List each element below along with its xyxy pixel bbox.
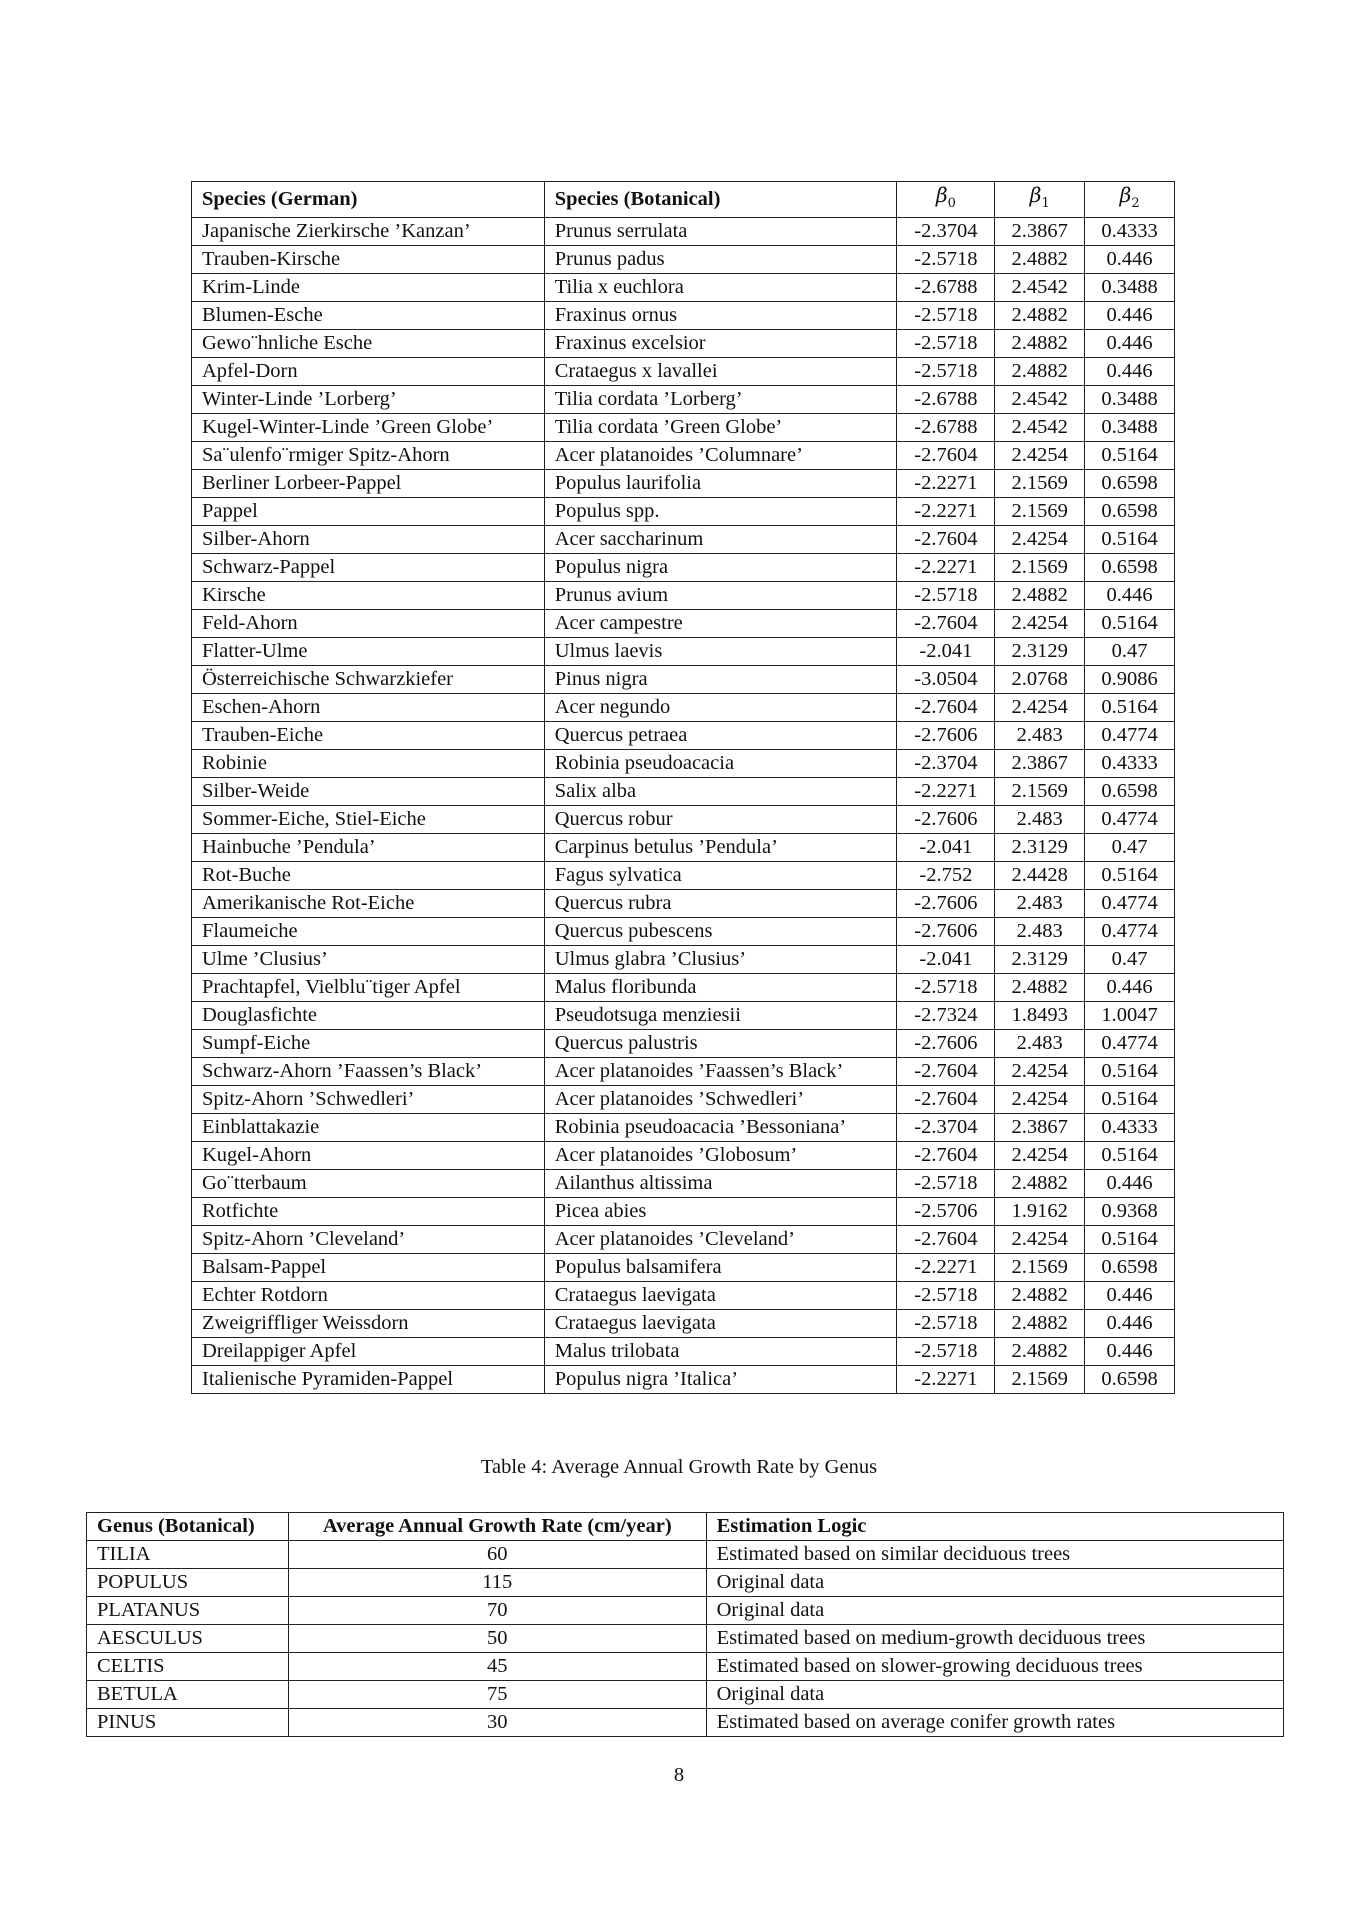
beta-1-cell: 1.8493 [995, 1002, 1085, 1030]
species-botanical-cell: Carpinus betulus ’Pendula’ [544, 834, 897, 862]
table-row [192, 246, 1175, 274]
growth-rate-cell: 75 [288, 1681, 706, 1709]
species-botanical-cell: Acer negundo [544, 694, 897, 722]
species-german-cell: Sommer-Eiche, Stiel-Eiche [192, 806, 545, 834]
species-german-cell: Rot-Buche [192, 862, 545, 890]
species-botanical-cell: Populus nigra [544, 554, 897, 582]
growth-rate-cell: 70 [288, 1597, 706, 1625]
beta-1-cell: 2.1569 [995, 1366, 1085, 1394]
species-botanical-cell: Ulmus glabra ’Clusius’ [544, 946, 897, 974]
beta-2-cell: 0.446 [1085, 330, 1175, 358]
table-row [192, 862, 1175, 890]
species-german-cell: Spitz-Ahorn ’Cleveland’ [192, 1226, 545, 1254]
beta-0-cell: -3.0504 [897, 666, 995, 694]
species-german-cell: Feld-Ahorn [192, 610, 545, 638]
beta-2-cell: 0.446 [1085, 1338, 1175, 1366]
table-row [192, 414, 1175, 442]
species-botanical-cell: Quercus petraea [544, 722, 897, 750]
table-row [192, 582, 1175, 610]
beta-2-cell: 0.446 [1085, 358, 1175, 386]
species-german-cell: Hainbuche ’Pendula’ [192, 834, 545, 862]
species-coefficients-table [191, 181, 1175, 1394]
header-species-botanical: Species (Botanical) [544, 182, 897, 218]
species-german-cell: Trauben-Kirsche [192, 246, 545, 274]
species-german-cell: Dreilappiger Apfel [192, 1338, 545, 1366]
species-botanical-cell: Crataegus x lavallei [544, 358, 897, 386]
species-german-cell: Prachtapfel, Vielblu¨tiger Apfel [192, 974, 545, 1002]
table-row [192, 722, 1175, 750]
beta-1-cell: 2.3867 [995, 750, 1085, 778]
table-row [192, 358, 1175, 386]
beta-2-cell: 0.6598 [1085, 470, 1175, 498]
beta-0-cell: -2.5718 [897, 302, 995, 330]
species-german-cell: Blumen-Esche [192, 302, 545, 330]
table-row [192, 806, 1175, 834]
beta-2-cell: 0.5164 [1085, 1086, 1175, 1114]
species-botanical-cell: Acer platanoides ’Schwedleri’ [544, 1086, 897, 1114]
table-row [192, 946, 1175, 974]
beta-1-cell: 2.483 [995, 890, 1085, 918]
beta-1-cell: 2.4882 [995, 582, 1085, 610]
species-botanical-cell: Quercus pubescens [544, 918, 897, 946]
species-botanical-cell: Quercus robur [544, 806, 897, 834]
beta-2-cell: 0.9086 [1085, 666, 1175, 694]
estimation-logic-cell: Original data [706, 1597, 1283, 1625]
beta-1-cell: 2.4882 [995, 246, 1085, 274]
beta-0-cell: -2.6788 [897, 274, 995, 302]
beta-2-cell: 0.3488 [1085, 386, 1175, 414]
table-row [192, 666, 1175, 694]
beta-1-cell: 2.4254 [995, 1226, 1085, 1254]
header-species-german: Species (German) [192, 182, 545, 218]
beta-1-cell: 2.3867 [995, 1114, 1085, 1142]
beta-1-cell: 2.1569 [995, 1254, 1085, 1282]
estimation-logic-cell: Estimated based on similar deciduous trees [706, 1541, 1283, 1569]
species-table-body [192, 218, 1175, 1394]
genus-cell: POPULUS [87, 1569, 289, 1597]
growth-rate-cell: 115 [288, 1569, 706, 1597]
beta-1-cell: 2.4254 [995, 442, 1085, 470]
beta-2-cell: 0.4774 [1085, 890, 1175, 918]
beta-1-cell: 2.4882 [995, 1170, 1085, 1198]
species-botanical-cell: Salix alba [544, 778, 897, 806]
beta-1-cell: 2.4254 [995, 1142, 1085, 1170]
species-german-cell: Silber-Weide [192, 778, 545, 806]
beta-2-cell: 0.6598 [1085, 778, 1175, 806]
beta-1-cell: 2.4254 [995, 1058, 1085, 1086]
beta-0-cell: -2.5718 [897, 1338, 995, 1366]
table-row [87, 1597, 1284, 1625]
species-botanical-cell: Tilia x euchlora [544, 274, 897, 302]
beta-0-cell: -2.5718 [897, 358, 995, 386]
species-german-cell: Schwarz-Ahorn ’Faassen’s Black’ [192, 1058, 545, 1086]
beta-0-cell: -2.7604 [897, 1142, 995, 1170]
species-botanical-cell: Crataegus laevigata [544, 1282, 897, 1310]
species-botanical-cell: Malus trilobata [544, 1338, 897, 1366]
beta-2-cell: 0.4774 [1085, 918, 1175, 946]
beta-0-cell: -2.041 [897, 834, 995, 862]
beta-2-cell: 0.6598 [1085, 1254, 1175, 1282]
genus-cell: PLATANUS [87, 1597, 289, 1625]
species-german-cell: Robinie [192, 750, 545, 778]
species-german-cell: Apfel-Dorn [192, 358, 545, 386]
beta-2-cell: 0.446 [1085, 1282, 1175, 1310]
growth-rate-cell: 50 [288, 1625, 706, 1653]
beta-1-cell: 2.4254 [995, 694, 1085, 722]
table-row [192, 1002, 1175, 1030]
genus-table-header-row [87, 1513, 1284, 1541]
table-row [192, 890, 1175, 918]
species-botanical-cell: Acer platanoides ’Columnare’ [544, 442, 897, 470]
growth-rate-cell: 60 [288, 1541, 706, 1569]
species-botanical-cell: Populus nigra ’Italica’ [544, 1366, 897, 1394]
species-botanical-cell: Malus floribunda [544, 974, 897, 1002]
header-genus: Genus (Botanical) [87, 1513, 289, 1541]
beta-1-cell: 2.4428 [995, 862, 1085, 890]
beta-1-cell: 2.1569 [995, 778, 1085, 806]
species-german-cell: Pappel [192, 498, 545, 526]
beta-2-cell: 0.446 [1085, 974, 1175, 1002]
beta-2-cell: 0.47 [1085, 946, 1175, 974]
species-german-cell: Rotfichte [192, 1198, 545, 1226]
beta-1-cell: 2.4882 [995, 1282, 1085, 1310]
species-table-header-row [192, 182, 1175, 218]
species-german-cell: Kugel-Winter-Linde ’Green Globe’ [192, 414, 545, 442]
table-row [192, 330, 1175, 358]
beta-2-cell: 0.4333 [1085, 1114, 1175, 1142]
table-row [87, 1569, 1284, 1597]
beta-1-cell: 2.4542 [995, 386, 1085, 414]
beta-1-cell: 2.3867 [995, 218, 1085, 246]
estimation-logic-cell: Estimated based on average conifer growth rates [706, 1709, 1283, 1737]
beta-0-cell: -2.3704 [897, 218, 995, 246]
beta-2-cell: 0.5164 [1085, 694, 1175, 722]
beta-1-cell: 2.1569 [995, 470, 1085, 498]
table-row [192, 1366, 1175, 1394]
species-botanical-cell: Fraxinus excelsior [544, 330, 897, 358]
beta-1-cell: 2.4882 [995, 330, 1085, 358]
species-german-cell: Amerikanische Rot-Eiche [192, 890, 545, 918]
beta-1-cell: 2.4882 [995, 974, 1085, 1002]
header-beta-1: $\beta_1$ [995, 182, 1085, 218]
species-botanical-cell: Crataegus laevigata [544, 1310, 897, 1338]
species-german-cell: Krim-Linde [192, 274, 545, 302]
species-german-cell: Spitz-Ahorn ’Schwedleri’ [192, 1086, 545, 1114]
species-german-cell: Douglasfichte [192, 1002, 545, 1030]
species-botanical-cell: Pseudotsuga menziesii [544, 1002, 897, 1030]
species-botanical-cell: Quercus palustris [544, 1030, 897, 1058]
beta-1-cell: 2.4542 [995, 274, 1085, 302]
growth-rate-cell: 45 [288, 1653, 706, 1681]
beta-0-cell: -2.041 [897, 946, 995, 974]
beta-2-cell: 0.5164 [1085, 442, 1175, 470]
beta-0-cell: -2.7604 [897, 526, 995, 554]
beta-1-cell: 2.4542 [995, 414, 1085, 442]
beta-2-cell: 0.4774 [1085, 1030, 1175, 1058]
table-row [87, 1681, 1284, 1709]
beta-1-cell: 2.4254 [995, 526, 1085, 554]
species-botanical-cell: Ailanthus altissima [544, 1170, 897, 1198]
species-botanical-cell: Populus spp. [544, 498, 897, 526]
beta-2-cell: 0.9368 [1085, 1198, 1175, 1226]
table-row [192, 1198, 1175, 1226]
beta-0-cell: -2.7604 [897, 442, 995, 470]
beta-0-cell: -2.5718 [897, 330, 995, 358]
table-row [192, 1142, 1175, 1170]
species-german-cell: Kugel-Ahorn [192, 1142, 545, 1170]
beta-0-cell: -2.6788 [897, 414, 995, 442]
species-botanical-cell: Ulmus laevis [544, 638, 897, 666]
beta-0-cell: -2.7604 [897, 610, 995, 638]
beta-2-cell: 0.5164 [1085, 1142, 1175, 1170]
species-botanical-cell: Prunus serrulata [544, 218, 897, 246]
beta-0-cell: -2.7604 [897, 1058, 995, 1086]
beta-0-cell: -2.5718 [897, 1310, 995, 1338]
species-botanical-cell: Robinia pseudoacacia ’Bessoniana’ [544, 1114, 897, 1142]
beta-2-cell: 0.446 [1085, 1310, 1175, 1338]
species-botanical-cell: Quercus rubra [544, 890, 897, 918]
beta-2-cell: 0.446 [1085, 1170, 1175, 1198]
beta-1-cell: 2.1569 [995, 498, 1085, 526]
species-botanical-cell: Picea abies [544, 1198, 897, 1226]
estimation-logic-cell: Original data [706, 1681, 1283, 1709]
beta-1-cell: 2.483 [995, 1030, 1085, 1058]
species-german-cell: Trauben-Eiche [192, 722, 545, 750]
table-row [192, 750, 1175, 778]
beta-2-cell: 0.446 [1085, 302, 1175, 330]
table-row [192, 610, 1175, 638]
beta-0-cell: -2.5706 [897, 1198, 995, 1226]
beta-2-cell: 0.446 [1085, 582, 1175, 610]
estimation-logic-cell: Original data [706, 1569, 1283, 1597]
beta-0-cell: -2.5718 [897, 246, 995, 274]
beta-0-cell: -2.7604 [897, 1086, 995, 1114]
species-german-cell: Schwarz-Pappel [192, 554, 545, 582]
table-row [192, 778, 1175, 806]
beta-0-cell: -2.7604 [897, 1226, 995, 1254]
beta-2-cell: 0.4774 [1085, 806, 1175, 834]
beta-0-cell: -2.7604 [897, 694, 995, 722]
beta-1-cell: 2.4254 [995, 1086, 1085, 1114]
species-german-cell: Go¨tterbaum [192, 1170, 545, 1198]
table-row [192, 1338, 1175, 1366]
beta-0-cell: -2.7606 [897, 1030, 995, 1058]
beta-0-cell: -2.2271 [897, 1366, 995, 1394]
table-row [192, 274, 1175, 302]
beta-1-cell: 2.3129 [995, 946, 1085, 974]
species-botanical-cell: Robinia pseudoacacia [544, 750, 897, 778]
beta-0-cell: -2.5718 [897, 582, 995, 610]
beta-2-cell: 0.5164 [1085, 610, 1175, 638]
table-row [192, 1226, 1175, 1254]
beta-0-cell: -2.7324 [897, 1002, 995, 1030]
table-row [192, 526, 1175, 554]
beta-0-cell: -2.7606 [897, 722, 995, 750]
species-german-cell: Gewo¨hnliche Esche [192, 330, 545, 358]
header-beta-2: $\beta_2$ [1085, 182, 1175, 218]
species-botanical-cell: Acer platanoides ’Faassen’s Black’ [544, 1058, 897, 1086]
species-botanical-cell: Fagus sylvatica [544, 862, 897, 890]
species-german-cell: Österreichische Schwarzkiefer [192, 666, 545, 694]
table-row [192, 498, 1175, 526]
species-botanical-cell: Populus balsamifera [544, 1254, 897, 1282]
species-botanical-cell: Prunus padus [544, 246, 897, 274]
beta-1-cell: 2.483 [995, 806, 1085, 834]
beta-2-cell: 0.4333 [1085, 750, 1175, 778]
beta-0-cell: -2.2271 [897, 1254, 995, 1282]
table-row [192, 302, 1175, 330]
beta-0-cell: -2.7606 [897, 806, 995, 834]
beta-1-cell: 2.483 [995, 722, 1085, 750]
beta-2-cell: 0.5164 [1085, 526, 1175, 554]
species-german-cell: Zweigriffliger Weissdorn [192, 1310, 545, 1338]
beta-2-cell: 0.4333 [1085, 218, 1175, 246]
beta-2-cell: 0.6598 [1085, 554, 1175, 582]
table-row [192, 1030, 1175, 1058]
genus-cell: CELTIS [87, 1653, 289, 1681]
table-row [192, 1282, 1175, 1310]
beta-0-cell: -2.3704 [897, 750, 995, 778]
table-4-caption: Table 4: Average Annual Growth Rate by Genus [480, 1456, 878, 1478]
beta-2-cell: 0.47 [1085, 638, 1175, 666]
species-botanical-cell: Acer platanoides ’Cleveland’ [544, 1226, 897, 1254]
species-botanical-cell: Populus laurifolia [544, 470, 897, 498]
table-row [87, 1625, 1284, 1653]
beta-0-cell: -2.2271 [897, 470, 995, 498]
species-botanical-cell: Acer saccharinum [544, 526, 897, 554]
estimation-logic-cell: Estimated based on slower-growing deciduous trees [706, 1653, 1283, 1681]
beta-2-cell: 0.47 [1085, 834, 1175, 862]
beta-0-cell: -2.7606 [897, 890, 995, 918]
table-row [192, 694, 1175, 722]
beta-1-cell: 2.483 [995, 918, 1085, 946]
species-german-cell: Kirsche [192, 582, 545, 610]
beta-0-cell: -2.2271 [897, 554, 995, 582]
species-german-cell: Sumpf-Eiche [192, 1030, 545, 1058]
table-row [192, 1170, 1175, 1198]
species-german-cell: Japanische Zierkirsche ’Kanzan’ [192, 218, 545, 246]
table-row [192, 974, 1175, 1002]
beta-2-cell: 0.3488 [1085, 414, 1175, 442]
beta-1-cell: 2.4882 [995, 1310, 1085, 1338]
table-row [87, 1541, 1284, 1569]
beta-2-cell: 1.0047 [1085, 1002, 1175, 1030]
table-row [192, 442, 1175, 470]
beta-0-cell: -2.2271 [897, 778, 995, 806]
genus-cell: AESCULUS [87, 1625, 289, 1653]
species-botanical-cell: Acer platanoides ’Globosum’ [544, 1142, 897, 1170]
table-row [192, 386, 1175, 414]
species-german-cell: Winter-Linde ’Lorberg’ [192, 386, 545, 414]
beta-1-cell: 2.1569 [995, 554, 1085, 582]
table-row [192, 554, 1175, 582]
beta-2-cell: 0.4774 [1085, 722, 1175, 750]
genus-cell: BETULA [87, 1681, 289, 1709]
beta-1-cell: 2.0768 [995, 666, 1085, 694]
growth-rate-cell: 30 [288, 1709, 706, 1737]
genus-growth-rate-table [86, 1512, 1284, 1737]
header-growth-rate: Average Annual Growth Rate (cm/year) [288, 1513, 706, 1541]
species-botanical-cell: Acer campestre [544, 610, 897, 638]
table-row [192, 1254, 1175, 1282]
table-row [192, 1058, 1175, 1086]
genus-cell: PINUS [87, 1709, 289, 1737]
header-beta-0: $\beta_0$ [897, 182, 995, 218]
beta-0-cell: -2.6788 [897, 386, 995, 414]
beta-0-cell: -2.041 [897, 638, 995, 666]
page-number: 8 [673, 1764, 685, 1786]
table-row [192, 918, 1175, 946]
beta-1-cell: 2.4882 [995, 302, 1085, 330]
beta-2-cell: 0.6598 [1085, 1366, 1175, 1394]
table-row [192, 638, 1175, 666]
estimation-logic-cell: Estimated based on medium-growth deciduous trees [706, 1625, 1283, 1653]
species-botanical-cell: Fraxinus ornus [544, 302, 897, 330]
species-german-cell: Flaumeiche [192, 918, 545, 946]
beta-0-cell: -2.3704 [897, 1114, 995, 1142]
table-row [192, 1086, 1175, 1114]
table-row [192, 1114, 1175, 1142]
species-german-cell: Einblattakazie [192, 1114, 545, 1142]
species-german-cell: Flatter-Ulme [192, 638, 545, 666]
species-german-cell: Echter Rotdorn [192, 1282, 545, 1310]
beta-1-cell: 2.4254 [995, 610, 1085, 638]
species-botanical-cell: Pinus nigra [544, 666, 897, 694]
table-row [87, 1653, 1284, 1681]
table-row [192, 470, 1175, 498]
table-row [192, 834, 1175, 862]
beta-0-cell: -2.5718 [897, 1170, 995, 1198]
beta-2-cell: 0.5164 [1085, 1058, 1175, 1086]
beta-2-cell: 0.446 [1085, 246, 1175, 274]
table-row [192, 218, 1175, 246]
species-german-cell: Eschen-Ahorn [192, 694, 545, 722]
genus-cell: TILIA [87, 1541, 289, 1569]
beta-2-cell: 0.6598 [1085, 498, 1175, 526]
beta-1-cell: 2.4882 [995, 358, 1085, 386]
beta-1-cell: 2.3129 [995, 638, 1085, 666]
table-row [192, 1310, 1175, 1338]
beta-0-cell: -2.5718 [897, 974, 995, 1002]
genus-table-body [87, 1541, 1284, 1737]
species-botanical-cell: Tilia cordata ’Lorberg’ [544, 386, 897, 414]
species-german-cell: Sa¨ulenfo¨rmiger Spitz-Ahorn [192, 442, 545, 470]
species-botanical-cell: Prunus avium [544, 582, 897, 610]
beta-0-cell: -2.7606 [897, 918, 995, 946]
species-german-cell: Silber-Ahorn [192, 526, 545, 554]
beta-0-cell: -2.752 [897, 862, 995, 890]
species-german-cell: Ulme ’Clusius’ [192, 946, 545, 974]
species-botanical-cell: Tilia cordata ’Green Globe’ [544, 414, 897, 442]
species-german-cell: Berliner Lorbeer-Pappel [192, 470, 545, 498]
table-row [87, 1709, 1284, 1737]
beta-2-cell: 0.5164 [1085, 862, 1175, 890]
beta-0-cell: -2.2271 [897, 498, 995, 526]
beta-2-cell: 0.3488 [1085, 274, 1175, 302]
header-estimation-logic: Estimation Logic [706, 1513, 1283, 1541]
beta-1-cell: 2.3129 [995, 834, 1085, 862]
beta-2-cell: 0.5164 [1085, 1226, 1175, 1254]
beta-0-cell: -2.5718 [897, 1282, 995, 1310]
species-german-cell: Balsam-Pappel [192, 1254, 545, 1282]
beta-1-cell: 1.9162 [995, 1198, 1085, 1226]
species-german-cell: Italienische Pyramiden-Pappel [192, 1366, 545, 1394]
beta-1-cell: 2.4882 [995, 1338, 1085, 1366]
